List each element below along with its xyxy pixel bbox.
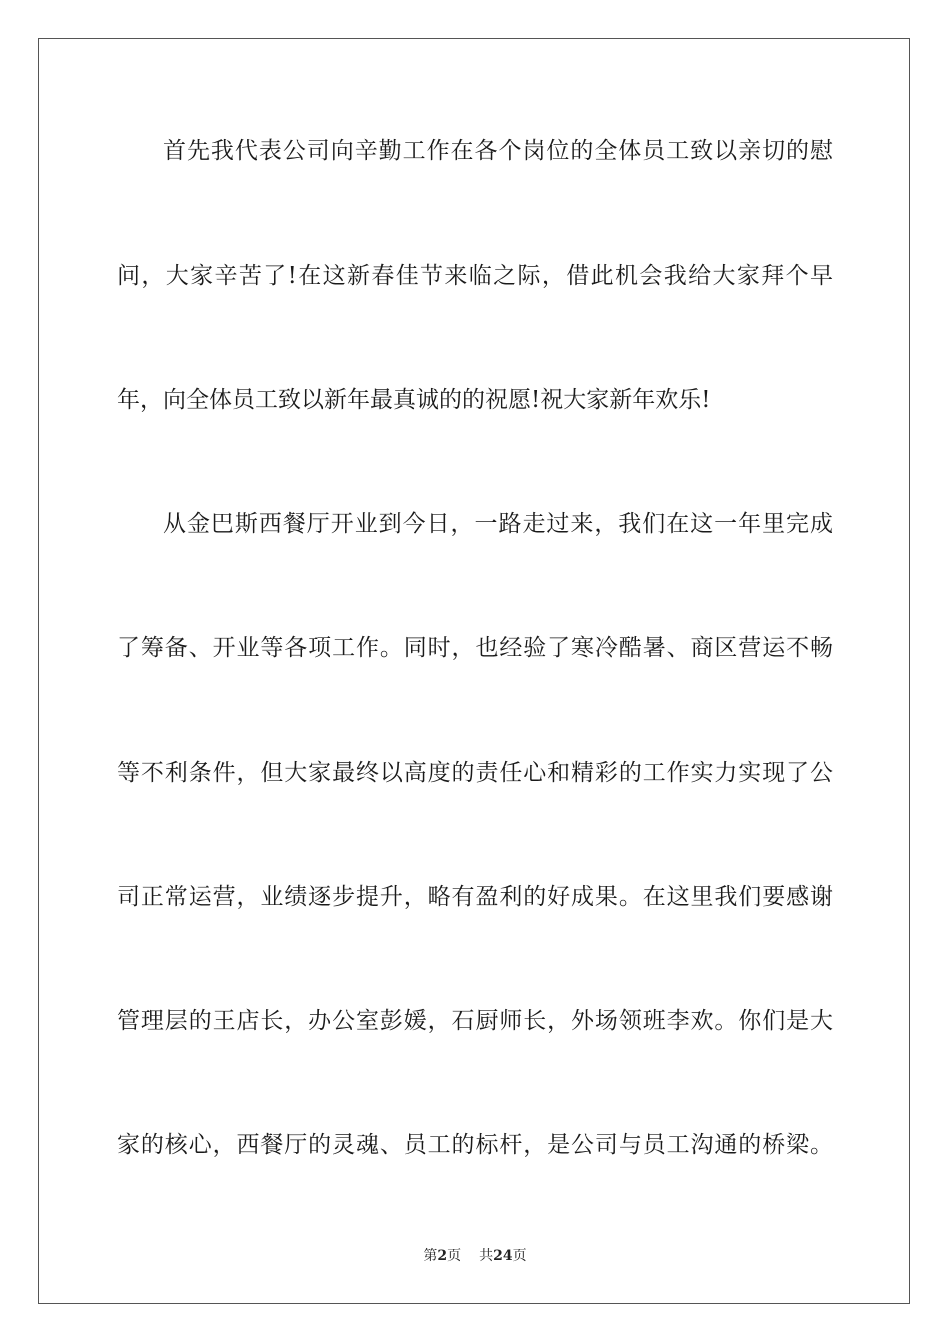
paragraph-1-line-3: 年，向全体员工致以新年最真诚的的祝愿!祝大家新年欢乐! (117, 387, 711, 413)
paragraph-1-line-1: 首先我代表公司向辛勤工作在各个岗位的全体员工致以亲切的慰 (163, 138, 833, 164)
page-border (38, 38, 910, 1304)
paragraph-2-line-6: 家的核心，西餐厅的灵魂、员工的标杆，是公司与员工沟通的桥梁。 (117, 1132, 833, 1158)
page-footer (0, 1247, 950, 1265)
total-unit: 页 (512, 1248, 527, 1264)
paragraph-2-line-5: 管理层的王店长，办公室彭媛，石厨师长，外场领班李欢。你们是大 (117, 1008, 833, 1034)
paragraph-2-line-2: 了筹备、开业等各项工作。同时，也经验了寒冷酷暑、商区营运不畅 (117, 635, 833, 661)
total-pages: 24 (493, 1248, 513, 1264)
page-number: 2 (437, 1248, 448, 1264)
paragraph-2-line-3: 等不利条件，但大家最终以高度的责任心和精彩的工作实力实现了公 (117, 760, 833, 786)
paragraph-2-line-1: 从金巴斯西餐厅开业到今日，一路走过来，我们在这一年里完成 (163, 511, 833, 537)
page-unit: 页 (447, 1248, 462, 1264)
total-prefix: 共 (479, 1248, 494, 1264)
paragraph-2-line-4: 司正常运营，业绩逐步提升，略有盈利的好成果。在这里我们要感谢 (117, 884, 833, 910)
paragraph-1-line-2: 问，大家辛苦了!在这新春佳节来临之际，借此机会我给大家拜个早 (117, 263, 833, 289)
page-prefix: 第 (423, 1248, 438, 1264)
